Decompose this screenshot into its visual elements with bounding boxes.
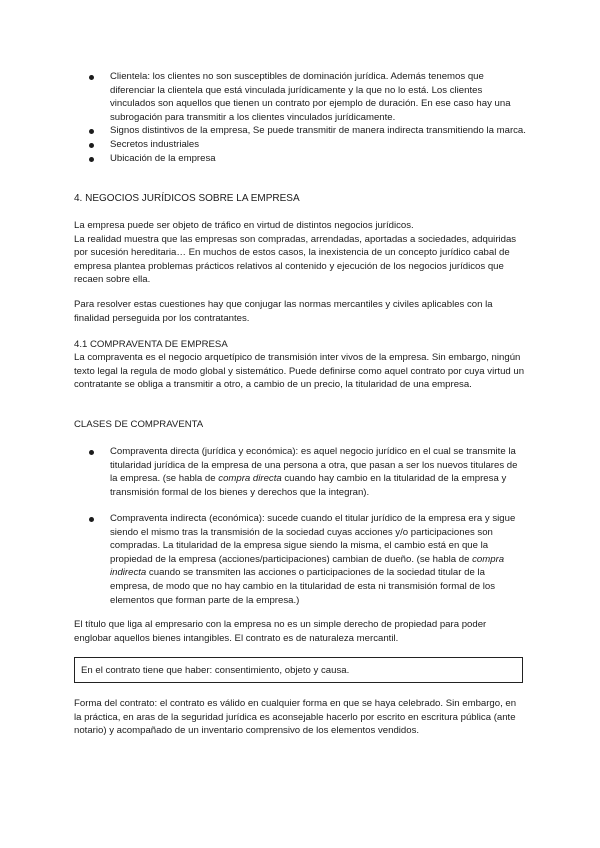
bullet-icon (89, 157, 94, 162)
bullet-icon (89, 75, 94, 80)
section-4-1-paragraph: La compraventa es el negocio arquetípico de transmisión inter vivos de la empresa. Sin embargo, ningún texto legal la regula de modo global y sistemático. Puede definirse como aquel contrato por cuya virtud un contratante se obliga a transmitir a otro, a cambio de un precio, la titularidad de una empresa. (74, 352, 525, 391)
titulo-paragraph: El título que liga al empresario con la empresa no es un simple derecho de propiedad para poder englobar aquellos bienes intangibles. El contrato es de naturaleza mercantil. (74, 619, 487, 644)
list-item-compraventa-indirecta (74, 512, 526, 607)
bullet-text: Clientela: los clientes no son susceptibles de dominación jurídica. Además tenemos que diferenciar la clientela que está vinculada jurídicamente y la que no lo está. Los clientes vinculados son aquellos que tienen un contrato por ejemplo de duración. En ese caso hay una subrogación para transmitir a los clientes vinculados jurídicamente. (110, 71, 511, 123)
indirecta-text-after: cuando se transmiten las acciones o participaciones de la sociedad titular de la empresa, de modo que no hay cambio en la titularidad de esta ni transmisión formal de los elementos que forman parte de la empresa.) (110, 567, 496, 606)
section-4-paragraph-1-line-2: La realidad muestra que las empresas son compradas, arrendadas, aportadas a sociedades, adquiridas por sucesión hereditaria… En muchos de estos casos, la inexistencia de un concepto jurídico cabal de empresa plantea problemas prácticos relativos al contenido y ejecución de los negocios jurídicos que recaen sobre ella. (74, 233, 517, 286)
list-item (74, 152, 526, 166)
section-4-paragraph-1-line-1: La empresa puede ser objeto de tráfico en virtud de distintos negocios jurídicos. (74, 220, 414, 231)
bullet-icon (89, 517, 94, 522)
bullet-icon (89, 129, 94, 134)
section-4-paragraph-1 (74, 219, 526, 287)
list-item-compraventa-directa (74, 445, 526, 499)
bullet-list-clases-2 (74, 512, 526, 607)
section-4-paragraph-2: Para resolver estas cuestiones hay que conjugar las normas mercantiles y civiles aplicables con la finalidad perseguida por los contratantes. (74, 299, 493, 324)
bullet-text: Secretos industriales (110, 138, 200, 150)
directa-text-before: Compraventa directa (jurídica y económica): es aquel negocio jurídico en el cual se transmite la titularidad jurídica de la empresa de una persona a otra, que pasan a ser los nuevos titulares de la empresa. (se habla de (110, 446, 518, 485)
bullet-icon (89, 450, 94, 455)
bullet-list-clases (74, 445, 526, 499)
section-4-heading: 4. NEGOCIOS JURÍDICOS SOBRE LA EMPRESA (74, 193, 300, 204)
list-item (74, 138, 526, 152)
forma-paragraph: Forma del contrato: el contrato es válido en cualquier forma en que se haya celebrado. Sin embargo, en la práctica, en aras de la seguridad jurídica es aconsejable hacerlo por escrito en escritura pública (ante notario) y acompañado de un inventario comprensivo de los elementos vendidos. (74, 698, 517, 737)
clases-heading: CLASES DE COMPRAVENTA (74, 419, 204, 430)
indirecta-text-before: Compraventa indirecta (económica): sucede cuando el titular jurídico de la empresa era y sigue siendo el mismo tras la transmisión de la sociedad cuyas acciones y/o participaciones son compradas. La titularidad de la empresa sigue siendo la misma, el cambio está en que la propiedad de la empresa (acciones/participaciones) cambian de dueño. (se habla de (110, 513, 516, 565)
directa-text-after: cuando hay cambio en la titularidad de la empresa y transmisión formal de los bienes y derechos que la integran). (110, 473, 507, 498)
list-item (74, 70, 526, 124)
bullet-icon (89, 143, 94, 148)
boxed-note-text: En el contrato tiene que haber: consentimiento, objeto y causa. (81, 665, 350, 676)
boxed-note (74, 657, 523, 683)
list-item (74, 124, 526, 138)
indirecta-emphasis: compra indirecta (110, 553, 505, 579)
bullet-list-top (74, 70, 526, 165)
bullet-text: Signos distintivos de la empresa, Se puede transmitir de manera indirecta transmitiendo la marca. (110, 125, 526, 137)
section-4-1-heading: 4.1 COMPRAVENTA DE EMPRESA (74, 339, 228, 350)
directa-emphasis: compra directa (218, 473, 282, 485)
bullet-text: Ubicación de la empresa (110, 152, 216, 164)
